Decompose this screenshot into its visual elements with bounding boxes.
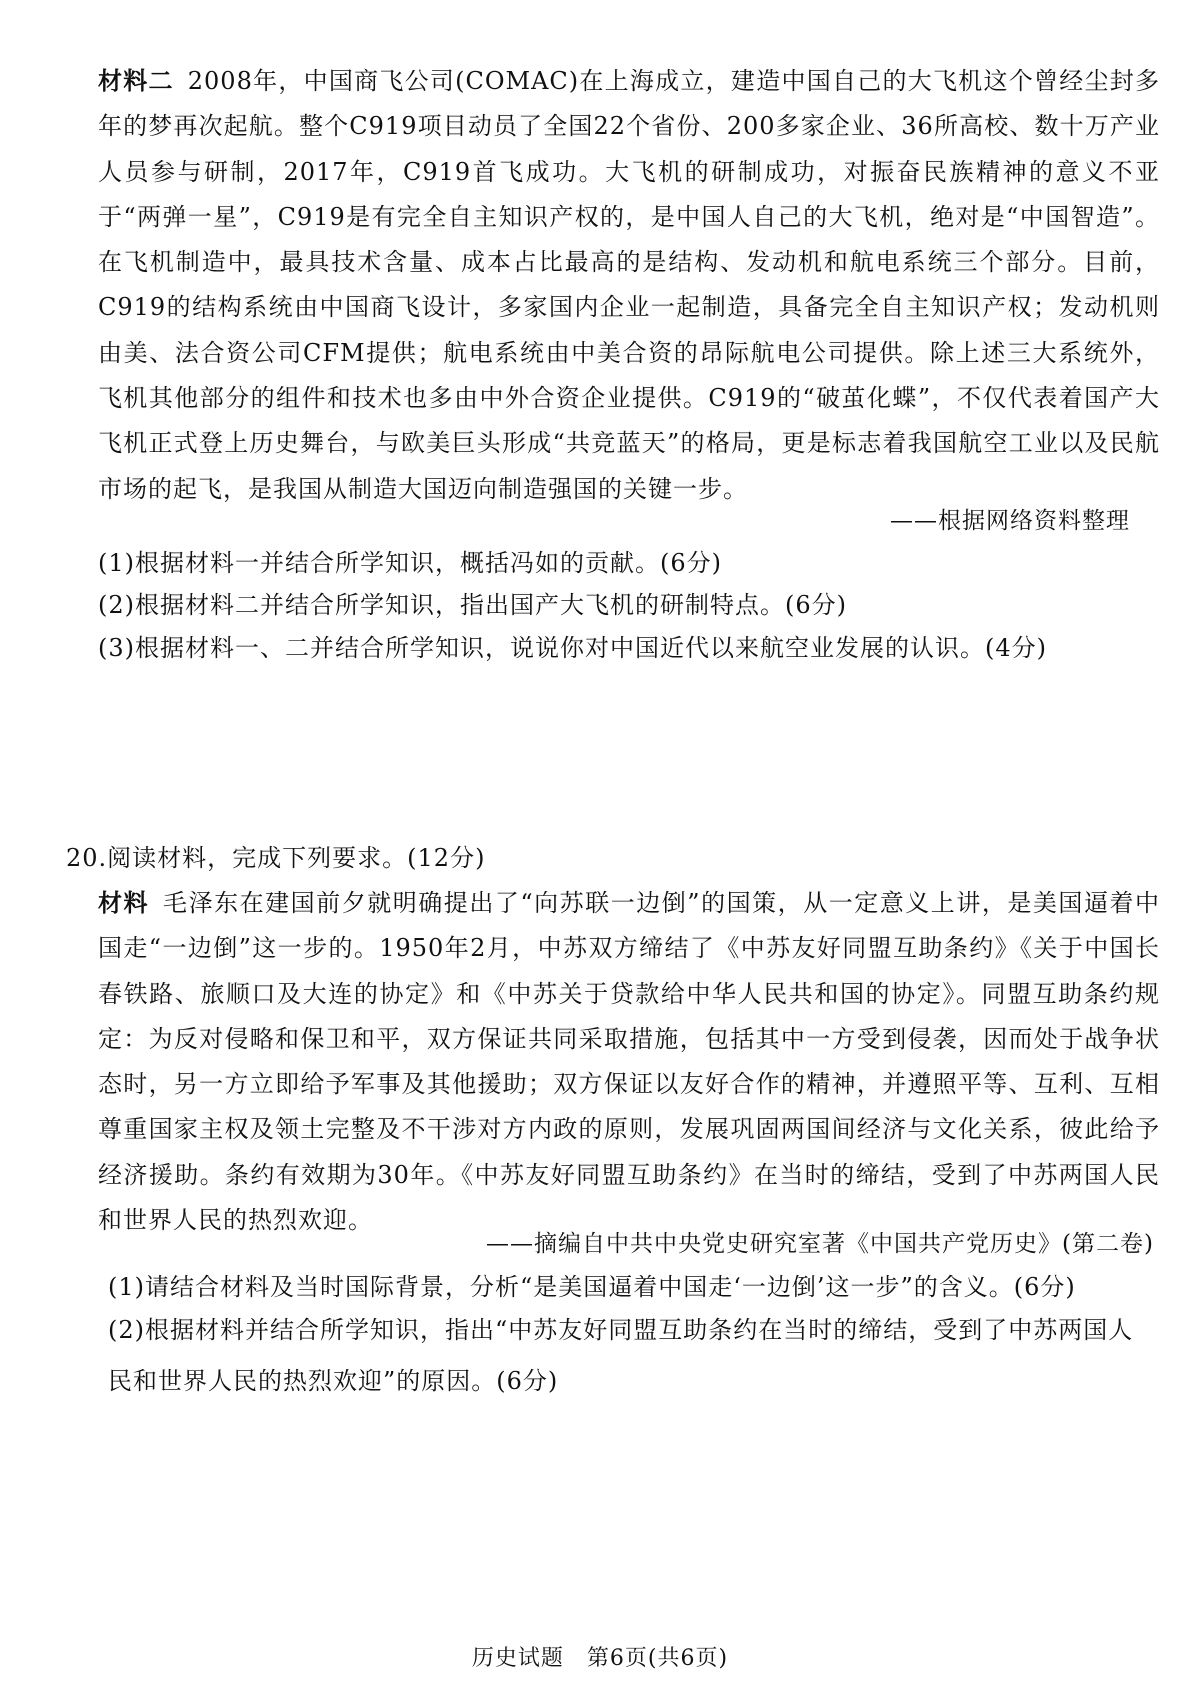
material2-source: ——根据网络资料整理 [890, 508, 1130, 534]
q20-item-1: (1)请结合材料及当时国际背景，分析“是美国逼着中国走‘一边倒’这一步”的含义。(6分) [108, 1273, 1076, 1301]
q19-item-3: (3)根据材料一、二并结合所学知识，说说你对中国近代以来航空业发展的认识。(4分) [98, 634, 1047, 662]
q20-source: ——摘编自中共中央党史研究室著《中国共产党历史》(第二卷) [486, 1231, 1154, 1257]
material2-paragraph [98, 58, 1160, 512]
q20-material-label: 材料 [98, 888, 150, 917]
q19-item-2: (2)根据材料二并结合所学知识，指出国产大飞机的研制特点。(6分) [98, 591, 847, 619]
q20-heading: 20.阅读材料，完成下列要求。(12分) [66, 844, 486, 872]
q20-material-paragraph [98, 880, 1160, 1243]
q19-item-1: (1)根据材料一并结合所学知识，概括冯如的贡献。(6分) [98, 549, 722, 577]
material2-text: 2008年，中国商飞公司(COMAC)在上海成立，建造中国自己的大飞机这个曾经尘封多年的梦再次起航。整个C919项目动员了全国22个省份、200多家企业、36所高校、数十万产业人员参与研制，2017年，C919首飞成功。大飞机的研制成功，对振奋民族精神的意义不亚于“两弹一星”，C919是有完全自主知识产权的，是中国人自己的大飞机，绝对是“中国智造”。在飞机制造中，最具技术含量、成本占比最高的是结构、发动机和航电系统三个部分。目前，C919的结构系统由中国商飞设计，多家国内企业一起制造，具备完全自主知识产权；发动机则由美、法合资公司CFM提供；航电系统由中美合资的昂际航电公司提供。除上述三大系统外，飞机其他部分的组件和技术也多由中外合资企业提供。C919的“破茧化蝶”，不仅代表着国产大飞机正式登上历史舞台，与欧美巨头形成“共竞蓝天”的格局，更是标志着我国航空工业以及民航市场的起飞，是我国从制造大国迈向制造强国的关键一步。 [98, 67, 1160, 503]
material2-label: 材料二 [98, 66, 174, 95]
q20-item-2: (2)根据材料并结合所学知识，指出“中苏友好同盟互助条约在当时的缔结，受到了中苏两国人民和世界人民的热烈欢迎”的原因。(6分) [108, 1316, 1134, 1395]
q20-material-text: 毛泽东在建国前夕就明确提出了“向苏联一边倒”的国策，从一定意义上讲，是美国逼着中国走“一边倒”这一步的。1950年2月，中苏双方缔结了《中苏友好同盟互助条约》《关于中国长春铁路、旅顺口及大连的协定》和《中苏关于贷款给中华人民共和国的协定》。同盟互助条约规定：为反对侵略和保卫和平，双方保证共同采取措施，包括其中一方受到侵袭，因而处于战争状态时，另一方立即给予军事及其他援助；双方保证以友好合作的精神，并遵照平等、互利、互相尊重国家主权及领土完整及不干涉对方内政的原则，发展巩固两国间经济与文化关系，彼此给予经济援助。条约有效期为30年。《中苏友好同盟互助条约》在当时的缔结，受到了中苏两国人民和世界人民的热烈欢迎。 [98, 889, 1160, 1235]
page-footer: 历史试题 第6页(共6页) [471, 1646, 729, 1671]
